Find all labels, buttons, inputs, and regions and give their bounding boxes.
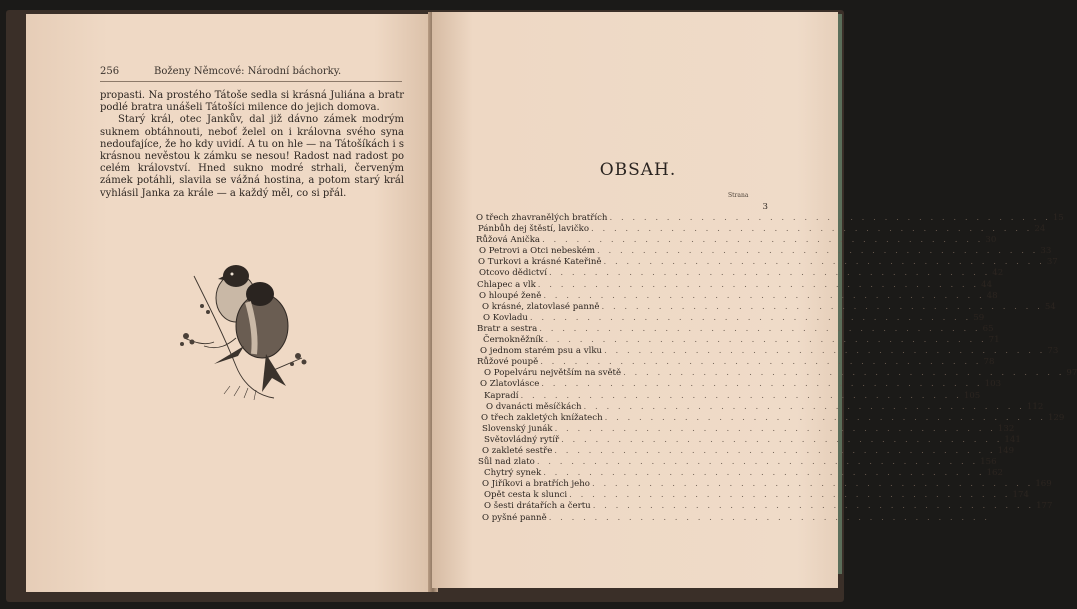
toc-entry	[476, 490, 1029, 501]
toc-entry	[476, 468, 1003, 479]
paragraph: propasti. Na prostého Tátoše sedla si krásná Juliána a bratr podlé bratra unášeli Tátošíci milence do jejich domova.	[100, 90, 404, 114]
toc-entry	[476, 379, 1002, 390]
toc-leader-dots: . . . . . . . . . . . . . . . . . . . . . . . . . . . . . . . . . . . . . . .	[548, 268, 991, 279]
toc-entry-title: O Turkovi a krásné Kateřině	[478, 257, 602, 268]
toc-entry-page: 37	[1046, 257, 1058, 268]
first-page-number: 3	[762, 202, 768, 212]
toc-entry	[476, 312, 985, 324]
paragraph: Starý král, otec Jankův, dal již dávno zámek modrým suknem obtáhnouti, neboť želel on i královna svého syna nedoufajíce, že ho kdy uvidí. A tu on hle — na Tátošíkách i s krásnou nevěstou k zámku se nesou! Radost nad radost po celém království. Hned sukno modré strhali, červeným zámek potáhli, slavila se vážná hostina, a potom starý král vyhlásil Janka za krále — a každý měl, co si přál.	[100, 114, 404, 199]
page-column-label: Strana	[728, 192, 749, 199]
toc-entry-title: O šesti drátařích a čertu	[484, 501, 591, 512]
toc-entry	[476, 346, 1059, 357]
toc-entry	[476, 390, 981, 402]
toc-entry-title: Růžové poupě	[477, 357, 539, 368]
toc-entry-page: 54	[1044, 301, 1056, 312]
toc-entry	[476, 268, 1004, 279]
toc-entry	[476, 457, 997, 468]
toc-entry	[476, 401, 1044, 413]
toc-entry-title: O Popelváru největším na světě	[484, 368, 622, 379]
toc-entry-title: Bratr a sestra	[477, 323, 538, 334]
toc-entry-page: 129	[1047, 412, 1065, 423]
toc-entry-page: 149	[997, 445, 1015, 456]
toc-entry	[476, 279, 993, 291]
toc-entry-page: 156	[980, 457, 997, 468]
toc-leader-dots: . . . . . . . . . . . . . . . . . . . . . . . . . . . . . . . . . . . . . . .	[545, 335, 987, 346]
toc-leader-dots: . . . . . . . . . . . . . . . . . . . . . . . . . . . . . . . . . . . . . . .	[554, 445, 996, 456]
toc-entry-page: 103	[984, 379, 1002, 390]
table-of-contents	[476, 213, 1077, 524]
toc-leader-dots: . . . . . . . . . . . . . . . . . . . . . . . . . . . . . . . . . . . . . . .	[536, 457, 979, 468]
toc-entry-title: Černokněžník	[483, 335, 544, 346]
toc-leader-dots: . . . . . . . . . . . . . . . . . . . . . . . . . . . . . . . . . . . . . . .	[592, 501, 1035, 512]
toc-entry	[476, 423, 1015, 435]
toc-entry-page: 48	[986, 290, 998, 301]
toc-leader-dots: . . . . . . . . . . . . . . . . . . . . . . . . . . . . . . . . . . . . . . .	[623, 368, 1065, 379]
toc-leader-dots: . . . . . . . . . . . . . . . . . . . . . . . . . . . . . . . . . . . . . . .	[529, 312, 972, 323]
toc-entry-page: 169	[1035, 479, 1052, 490]
toc-entry-title: Sůl nad zlato	[478, 457, 535, 468]
header-rule	[100, 81, 402, 82]
toc-entry	[476, 301, 1056, 313]
toc-leader-dots: . . . . . . . . . . . . . . . . . . . . . . . . . . . . . . . . . . . . . . .	[561, 434, 1003, 445]
toc-entry	[476, 246, 1052, 257]
toc-entry-page: 112	[1026, 401, 1044, 412]
toc-leader-dots: . . . . . . . . . . . . . . . . . . . . . . . . . . . . . . . . . . . . . . .	[540, 357, 982, 368]
toc-entry-title: O krásné, zlatovlasé panně	[482, 301, 600, 312]
toc-entry-title: O Zlatovlásce	[480, 379, 540, 390]
toc-leader-dots: . . . . . . . . . . . . . . . . . . . . . . . . . . . . . . . . . . . . . . .	[543, 468, 985, 479]
toc-leader-dots: . . . . . . . . . . . . . . . . . . . . . . . . . . . . . . . . . . . . . . .	[520, 390, 962, 401]
toc-entry-title: O pyšné panně	[482, 512, 547, 523]
toc-entry	[476, 368, 1077, 379]
toc-entry	[476, 357, 995, 368]
toc-entry	[476, 501, 1053, 512]
toc-entry-title: Otcovo dědictví	[479, 268, 547, 279]
toc-entry-page: 15	[1052, 213, 1064, 223]
toc-entry	[476, 479, 1052, 490]
toc-entry-page: 174	[1012, 490, 1029, 501]
toc-entry-title: Světovládný rytíř	[484, 434, 560, 445]
toc-entry-title: O dvanácti měsíčkách	[486, 401, 582, 412]
toc-leader-dots: . . . . . . . . . . . . . . . . . . . . . . . . . . . . . . . . . . . . . . .	[603, 257, 1045, 268]
toc-entry	[476, 445, 1015, 457]
toc-entry	[476, 235, 997, 246]
left-page	[26, 14, 436, 592]
toc-entry-title: O jednom starém psu a vlku	[480, 346, 603, 357]
toc-entry-page: 59	[973, 312, 985, 323]
toc-entry-title: O Jiříkovi a bratřích jeho	[482, 479, 590, 490]
toc-leader-dots: . . . . . . . . . . . . . . . . . . . . . . . . . . . . . . . . . . . . . . .	[604, 412, 1046, 423]
toc-leader-dots: . . . . . . . . . . . . . . . . . . . . . . . . . . . . . . . . . . . . . . .	[604, 346, 1046, 357]
toc-entry-title: O zakleté sestře	[482, 445, 553, 456]
toc-entry-page: 132	[997, 423, 1015, 434]
page-number: 256	[100, 66, 120, 77]
toc-entry-page: 73	[1047, 346, 1059, 357]
toc-entry-title: O Petrovi a Otci nebeském	[479, 246, 596, 257]
toc-leader-dots: . . . . . . . . . . . . . . . . . . . . . . . . . . . . . . . . . . . . . . .	[539, 323, 981, 334]
toc-entry	[476, 434, 1021, 446]
toc-entry	[476, 512, 991, 524]
toc-entry-title: O třech zakletých knížatech	[481, 412, 603, 423]
toc-entry-title: Slovenský junák	[482, 423, 553, 434]
toc-leader-dots: . . . . . . . . . . . . . . . . . . . . . . . . . . . . . . . . . . . . . . .	[591, 479, 1034, 490]
bird-illustration	[174, 246, 314, 406]
toc-entry-title: O Kovladu	[483, 312, 528, 323]
toc-entry	[476, 412, 1065, 424]
toc-entry-page: 97	[1066, 368, 1077, 379]
toc-entry-page: 44	[981, 279, 993, 290]
toc-entry-page: 105	[963, 390, 981, 401]
toc-entry-page: 42	[992, 268, 1004, 279]
toc-entry-page: 177	[1036, 501, 1053, 512]
toc-entry-page: 78	[983, 357, 995, 368]
toc-leader-dots: . . . . . . . . . . . . . . . . . . . . . . . . . . . . . . . . . . . . . . .	[601, 301, 1043, 312]
toc-entry-title: Růžová Anička	[476, 235, 541, 246]
toc-entry	[476, 335, 1000, 346]
toc-entry-title: Pánbůh dej štěstí, lavičko	[478, 224, 590, 235]
toc-entry-title: O třech zhavranělých bratřích	[476, 213, 608, 223]
story-text	[100, 90, 404, 200]
toc-leader-dots: . . . . . . . . . . . . . . . . . . . . . . . . . . . . . . . . . . . . . . .	[583, 401, 1025, 412]
toc-entry	[476, 257, 1058, 268]
toc-entry-title: Opět cesta k slunci	[484, 490, 568, 501]
contents-title: OBSAH.	[599, 160, 677, 180]
toc-leader-dots: . . . . . . . . . . . . . . . . . . . . . . . . . . . . . . . . . . . . . . .	[554, 423, 996, 434]
toc-entry-title: O hloupé ženě	[479, 290, 542, 301]
toc-leader-dots: . . . . . . . . . . . . . . . . . . . . . . . . . . . . . . . . . . . . . . .	[569, 490, 1011, 501]
toc-entry-title: Chlapec a vlk	[477, 279, 536, 290]
toc-entry-page: 65	[982, 323, 994, 334]
toc-entry-page: 33	[1040, 246, 1052, 257]
toc-leader-dots: . . . . . . . . . . . . . . . . . . . . . . . . . . . . . . . . . . . . . . .	[597, 246, 1039, 257]
toc-leader-dots: . . . . . . . . . . . . . . . . . . . . . . . . . . . . . . . . . . . . . . .	[591, 224, 1033, 235]
toc-leader-dots: . . . . . . . . . . . . . . . . . . . . . . . . . . . . . . . . . . . . . . .	[609, 213, 1051, 223]
toc-leader-dots: . . . . . . . . . . . . . . . . . . . . . . . . . . . . . . . . . . . . . . .	[537, 279, 980, 290]
toc-entry-page: 141	[1004, 434, 1021, 445]
toc-leader-dots: . . . . . . . . . . . . . . . . . . . . . . . . . . . . . . . . . . . . . . .	[543, 290, 985, 301]
toc-entry	[476, 323, 994, 335]
toc-leader-dots: . . . . . . . . . . . . . . . . . . . . . . . . . . . . . . . . . . . . . . .	[541, 379, 983, 390]
toc-entry-page: 71	[988, 335, 1000, 346]
toc-entry-page: 30	[985, 235, 997, 246]
toc-entry-title: Chytrý synek	[484, 468, 542, 479]
toc-entry	[476, 290, 998, 302]
toc-entry-page: 162	[986, 468, 1003, 479]
toc-entry	[476, 224, 1046, 235]
toc-entry	[476, 213, 1064, 224]
running-head	[100, 66, 400, 77]
toc-leader-dots: . . . . . . . . . . . . . . . . . . . . . . . . . . . . . . . . . . . . . . .	[548, 512, 991, 523]
toc-entry-page: 24	[1034, 224, 1046, 235]
toc-leader-dots: . . . . . . . . . . . . . . . . . . . . . . . . . . . . . . . . . . . . . . .	[542, 235, 984, 246]
running-head-title: Boženy Němcové: Národní báchorky.	[154, 66, 342, 77]
right-page	[432, 12, 1077, 588]
toc-entry-title: Kapradí	[484, 390, 519, 401]
